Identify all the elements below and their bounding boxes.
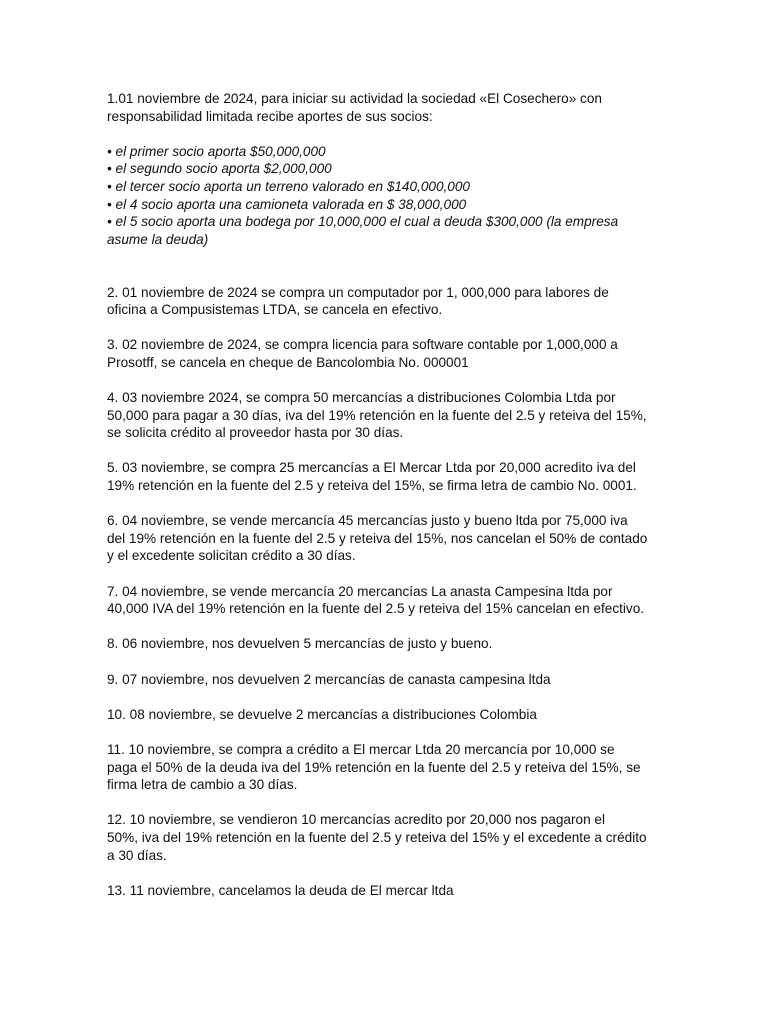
bullet-item: asume la deuda) [107, 231, 209, 247]
item-4-line: 50,000 para pagar a 30 días, iva del 19% retención en la fuente del 2.5 y reteiva del 15%, [107, 407, 647, 423]
item-12-line: 12. 10 noviembre, se vendieron 10 mercancías acredito por 20,000 nos pagaron el [107, 812, 605, 828]
item-1-line: 1.01 noviembre de 2024, para iniciar su actividad la sociedad «El Cosechero» con [107, 91, 602, 106]
bullet-item: • el 5 socio aporta una bodega por 10,000,000 el cual a deuda $300,000 (la empresa [107, 214, 619, 230]
item-2-line: 2. 01 noviembre de 2024 se compra un computador por 1, 000,000 para labores de [107, 284, 609, 300]
item-2 [107, 284, 667, 319]
item-2-line: oficina a Compusistemas LTDA, se cancela en efectivo. [107, 302, 443, 318]
document-page [107, 90, 667, 899]
item-5-line: 19% retención en la fuente del 2.5 y reteiva del 15%, se firma letra de cambio No. 0001. [107, 478, 637, 494]
item-1 [107, 90, 667, 125]
item-1-bullet-list [107, 143, 667, 249]
item-3 [107, 336, 667, 371]
item-9 [107, 671, 667, 689]
item-10-line: 10. 08 noviembre, se devuelve 2 mercancías a distribuciones Colombia [107, 706, 537, 722]
item-5 [107, 459, 667, 494]
item-11-line: paga el 50% de la deuda iva del 19% retención en la fuente del 2.5 y reteiva del 15%, se [107, 759, 641, 775]
item-9-line: 9. 07 noviembre, nos devuelven 2 mercancías de canasta campesina ltda [107, 671, 551, 687]
item-8 [107, 635, 667, 653]
item-7 [107, 583, 667, 618]
item-12-line: 50%, iva del 19% retención en la fuente del 2.5 y reteiva del 15% y el excedente a crédito [107, 829, 647, 845]
item-7-line: 40,000 IVA del 19% retención en la fuente del 2.5 y reteiva del 15% cancelan en efectivo. [107, 601, 645, 617]
item-8-line: 8. 06 noviembre, nos devuelven 5 mercancías de justo y bueno. [107, 636, 493, 652]
item-1-line: responsabilidad limitada recibe aportes de sus socios: [107, 108, 433, 124]
item-11-line: firma letra de cambio a 30 días. [107, 777, 298, 793]
bullet-item: • el 4 socio aporta una camioneta valorada en $ 38,000,000 [107, 196, 467, 212]
item-3-line: Prosotff, se cancela en cheque de Bancolombia No. 000001 [107, 354, 469, 370]
item-11 [107, 741, 667, 794]
item-4-line: 4. 03 noviembre 2024, se compra 50 mercancías a distribuciones Colombia Ltda por [107, 390, 616, 406]
item-6-line: del 19% retención en la fuente del 2.5 y reteiva del 15%, nos cancelan el 50% de contado [107, 530, 648, 546]
item-7-line: 7. 04 noviembre, se vende mercancía 20 mercancías La anasta Campesina ltda por [107, 583, 613, 599]
bullet-item: • el tercer socio aporta un terreno valorado en $140,000,000 [107, 178, 470, 194]
item-3-line: 3. 02 noviembre de 2024, se compra licencia para software contable por 1,000,000 a [107, 337, 618, 353]
item-12-line: a 30 días. [107, 847, 167, 863]
item-5-line: 5. 03 noviembre, se compra 25 mercancías a El Mercar Ltda por 20,000 acredito iva del [107, 460, 636, 476]
bullet-item: • el primer socio aporta $50,000,000 [107, 143, 326, 159]
item-6 [107, 512, 667, 565]
item-10 [107, 706, 667, 724]
item-12 [107, 811, 667, 864]
item-13-line: 13. 11 noviembre, cancelamos la deuda de El mercar ltda [107, 882, 454, 898]
item-11-line: 11. 10 noviembre, se compra a crédito a El mercar Ltda 20 mercancía por 10,000 se [107, 741, 615, 757]
item-6-line: 6. 04 noviembre, se vende mercancía 45 mercancías justo y bueno ltda por 75,000 iva [107, 513, 628, 529]
item-4-line: se solicita crédito al proveedor hasta por 30 días. [107, 425, 404, 441]
item-13 [107, 882, 667, 900]
item-4 [107, 389, 667, 442]
bullet-item: • el segundo socio aporta $2,000,000 [107, 161, 332, 177]
item-6-line: y el excedente solicitan crédito a 30 días. [107, 548, 356, 564]
